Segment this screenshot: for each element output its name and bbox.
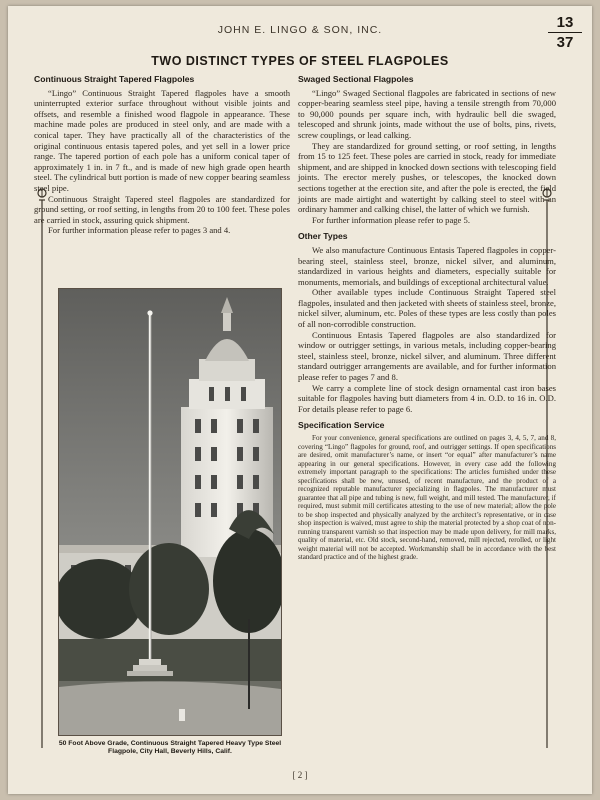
paragraph: We also manufacture Continuous Entasis Tapered flagpoles in copper-bearing steel, stainless steel, bronze, nickel silver, and aluminum, standardized in various heights and diameters, especially suitable for monuments, memorials, and buildings of exceptional architectural value.	[298, 244, 556, 287]
page-number-fraction	[548, 14, 582, 51]
section-heading: Swaged Sectional Flagpoles	[298, 74, 414, 84]
city-hall-illustration	[59, 289, 281, 735]
paragraph: Other available types include Continuous Straight Tapered steel flagpoles, insulated and then jacketed with sheets of stainless steel, bronze, nickel silver, aluminum, etc. Poles of these types are less costly than poles of all non-corrodible construction.	[298, 287, 556, 330]
page-number-top: 13	[548, 14, 582, 33]
paragraph: For further information please refer to page 5.	[312, 214, 470, 225]
photo-caption: 50 Foot Above Grade, Continuous Straight Tapered Heavy Type Steel Flagpole, City Hall, Beverly Hills, Calif.	[58, 740, 282, 756]
left-column	[34, 74, 290, 236]
paragraph: “Lingo” Swaged Sectional flagpoles are fabricated in sections of new copper-bearing seamless steel pipe, having a tensile strength from 70,000 to 90,000 pounds per square inch, with hydraulic bell die swaged, telescoped and shrunk joints, made without the use of bolts, pins, rivets, screw couplings, or lead calking.	[298, 87, 556, 140]
paragraph: For further information please refer to pages 3 and 4.	[48, 225, 231, 236]
paragraph: “Lingo” Continuous Straight Tapered flagpoles have a smooth uninterrupted exterior surface throughout without visible joints and offsets, and resemble a finished wood flagpole in appearance. These machine made poles are produced in steel only, and are made with a conical taper. They have practically all of the characteristics of the original continuous entasis tapered poles, and yet sell in a lower price range. The tapered portion of each pole has a uniform conical taper of approximately 1 in. in 7 ft., and is made of new high grade open hearth steel. The cylindrical butt portion is made of new copper bearing seamless steel pipe.	[34, 87, 290, 193]
paragraph: For your convenience, general specifications are outlined on pages 3, 4, 5, 7, and 8, covering “Lingo” flagpoles for ground, roof, and outrigger settings. If open specifications are desired, omit manufacturer’s name, or insert “or equal” after manufacturer’s name appearing in our general specifications. However, in every case add the following extremely important paragraph to the specifications: The articles furnished under these specifications shall be new, unused, of recent manufacture, and the product of a recognized reputable manufacturer specializing in flagpoles. The manufacturer must guarantee that all pipe and tubing is new, full weight, and mill tested. The manufacturer, if required, must submit mill certificates attesting to the use of new material; allow the pole to be shop inspected and physically analyzed by the architect’s representative, or in case shop inspection is waived, must agree to ship the material protected by a shop coat of non-running transparent varnish so that inspection may be made upon delivery, for mill marks, quality of material, etc. Old stock, second-hand, removed, mill rejected, rerolled, or light weight material will not be accepted. Workmanship shall be in accordance with the best standard practice and of the highest grade.	[298, 434, 556, 561]
section-heading: Other Types	[298, 231, 348, 242]
page-folio: [ 2 ]	[292, 770, 308, 780]
paragraph: They are standardized for ground setting, or roof setting, in lengths from 15 to 125 feet. These poles are carried in stock, ready for immediate shipment, and are shipped in knocked down sections with telescoping field joints. The erector merely pushes, or telescopes, the knocked down sections together at the erection site, and after the pole is erected, the field joints are made airtight and watertight by calking steel to steel with an ordinary hammer and calking chisel, the latter of which we furnish.	[298, 140, 556, 215]
section-heading: Specification Service	[298, 420, 385, 431]
section-heading: Continuous Straight Tapered Flagpoles	[34, 74, 195, 84]
flagpole-photo	[58, 288, 282, 736]
page-number-bottom: 37	[556, 34, 574, 51]
page-title: TWO DISTINCT TYPES OF STEEL FLAGPOLES	[151, 54, 449, 68]
paragraph: Continuous Straight Tapered steel flagpoles are standardized for ground setting, or roof setting, in lengths from 20 to 100 feet. These poles are carried in stock, assuring quick shipment.	[34, 193, 290, 225]
paragraph: We carry a complete line of stock design ornamental cast iron bases suitable for flagpoles having butt diameters from 4 in. O.D. to 16 in. O.D. For details please refer to page 6.	[298, 382, 556, 414]
flagpole-icon	[36, 188, 48, 748]
right-column	[298, 74, 556, 562]
company-name: JOHN E. LINGO & SON, INC.	[217, 24, 383, 36]
paragraph: Continuous Entasis Tapered flagpoles are also standardized for window or outrigger settings, in various metals, including copper-bearing steel, stainless steel, bronze, nickel silver, and aluminum. Three different standard outrigger arrangements are available, and for further information please refer to pages 7 and 8.	[298, 329, 556, 383]
